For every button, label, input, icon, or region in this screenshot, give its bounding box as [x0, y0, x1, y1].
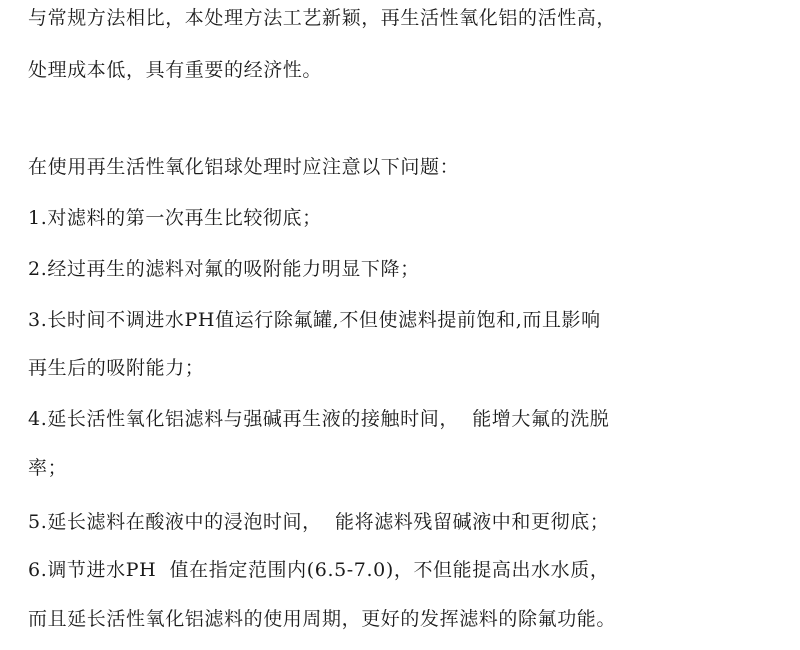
note-item-4-continued: 率；	[28, 457, 68, 479]
note-item-4: 4.延长活性氧化铝滤料与强碱再生液的接触时间， 能增大氟的洗脱	[28, 408, 610, 430]
note-item-6-continued: 而且延长活性氧化铝滤料的使用周期，更好的发挥滤料的除氟功能。	[28, 608, 617, 630]
intro-line-2: 处理成本低，具有重要的经济性。	[28, 59, 323, 81]
note-item-5: 5.延长滤料在酸液中的浸泡时间， 能将滤料残留碱液中和更彻底；	[28, 511, 610, 533]
note-item-1: 1.对滤料的第一次再生比较彻底；	[28, 207, 322, 229]
intro-line-1: 与常规方法相比，本处理方法工艺新颖，再生活性氧化铝的活性高，	[28, 7, 617, 29]
note-item-3-continued: 再生后的吸附能力；	[28, 357, 205, 379]
note-item-6: 6.调节进水PH 值在指定范围内(6.5-7.0)，不但能提高出水水质，	[28, 559, 610, 581]
notes-heading: 在使用再生活性氧化铝球处理时应注意以下问题：	[28, 156, 460, 178]
note-item-3: 3.长时间不调进水PH值运行除氟罐,不但使滤料提前饱和,而且影响	[28, 309, 601, 331]
note-item-2: 2.经过再生的滤料对氟的吸附能力明显下降；	[28, 258, 420, 280]
